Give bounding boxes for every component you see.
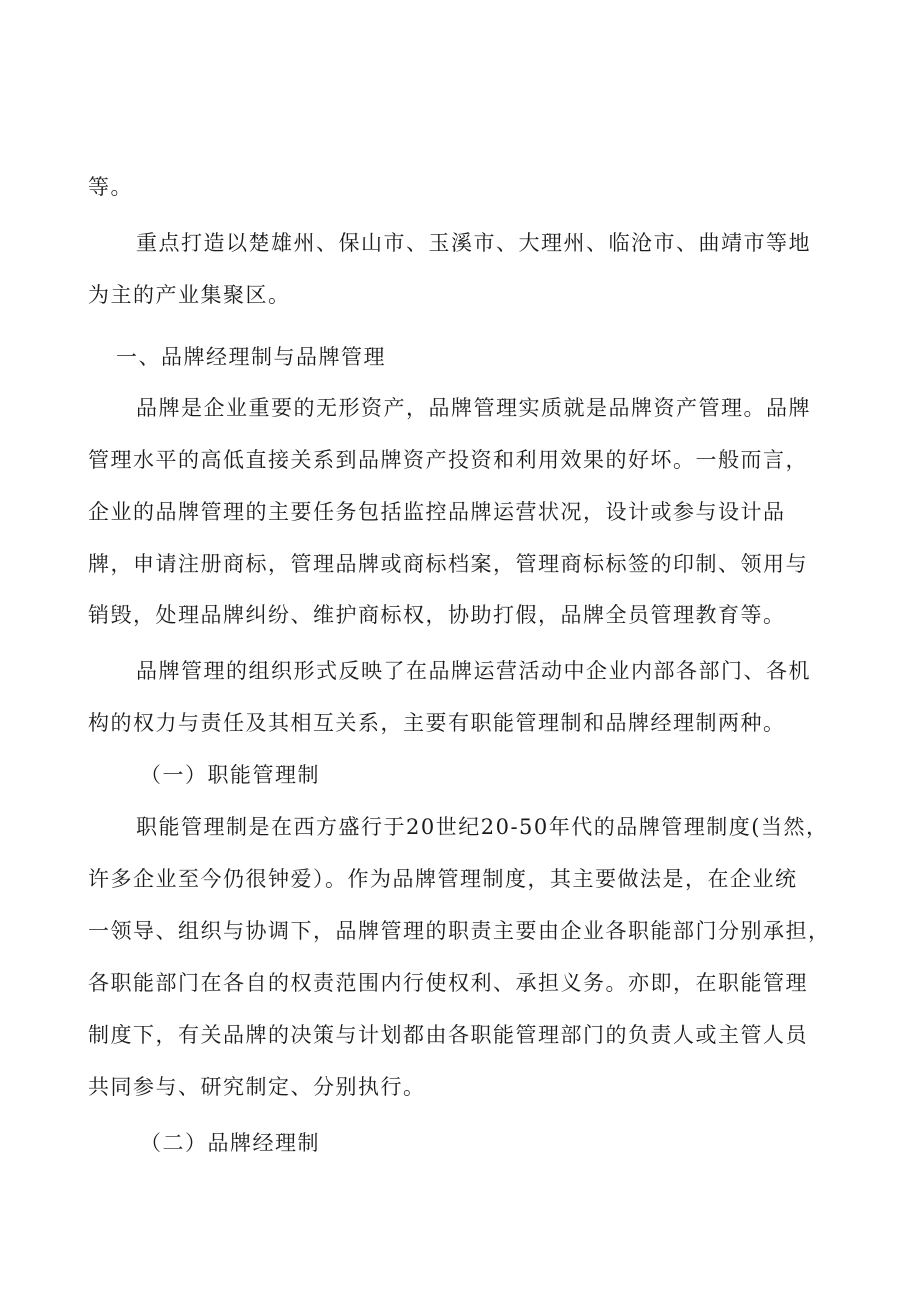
- text-line: 等。: [88, 175, 133, 199]
- text-line: 为主的产业集聚区。: [88, 283, 291, 307]
- text-line: 品牌管理的组织形式反映了在品牌运营活动中企业内部各部门、各机: [136, 659, 811, 683]
- text-line: 牌，申请注册商标，管理品牌或商标档案，管理商标标签的印制、领用与: [88, 552, 808, 576]
- text-line: 管理水平的高低直接关系到品牌资产投资和利用效果的好坏。一般而言，: [88, 448, 808, 472]
- text-line: 品牌是企业重要的无形资产，品牌管理实质就是品牌资产管理。品牌: [136, 396, 811, 420]
- text-line: 各职能部门在各自的权责范围内行使权利、承担义务。亦即，在职能管理: [88, 971, 808, 995]
- text-line: 一领导、组织与协调下，品牌管理的职责主要由企业各职能部门分别承担，: [88, 919, 831, 943]
- text-line: 销毁，处理品牌纠纷、维护商标权，协助打假，品牌全员管理教育等。: [88, 603, 786, 627]
- text-line: 职能管理制是在西方盛行于20世纪20-50年代的品牌管理制度(当然，: [136, 815, 829, 839]
- text-line: 许多企业至今仍很钟爱）。作为品牌管理制度，其主要做法是，在企业统: [88, 867, 798, 891]
- text-line: 重点打造以楚雄州、保山市、玉溪市、大理州、临沧市、曲靖市等地: [136, 231, 811, 255]
- text-line: 构的权力与责任及其相互关系，主要有职能管理制和品牌经理制两种。: [88, 711, 786, 735]
- text-line: 共同参与、研究制定、分别执行。: [88, 1075, 426, 1099]
- text-line: 制度下，有关品牌的决策与计划都由各职能管理部门的负责人或主管人员: [88, 1023, 808, 1047]
- subsection-heading: （二）品牌经理制: [140, 1131, 320, 1155]
- text-line: 企业的品牌管理的主要任务包括监控品牌运营状况，设计或参与设计品: [88, 500, 786, 524]
- section-heading: 一、品牌经理制与品牌管理: [116, 345, 386, 369]
- subsection-heading: （一）职能管理制: [140, 763, 320, 787]
